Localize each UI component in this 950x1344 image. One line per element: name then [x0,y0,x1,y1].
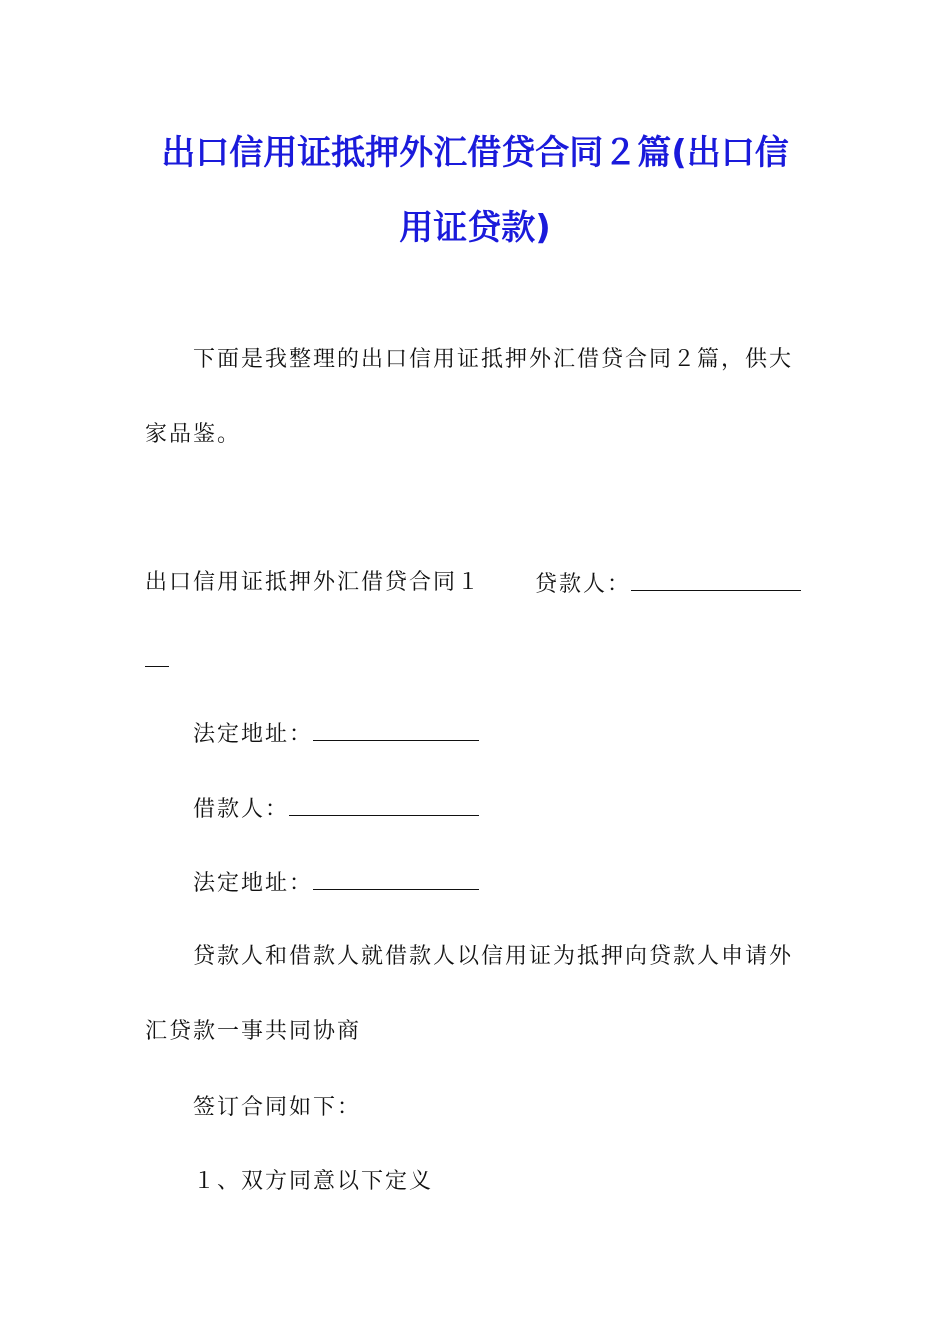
borrower-blank [289,793,479,816]
borrower-field [193,793,479,825]
document-title-line-1: 出口信用证抵押外汇借贷合同２篇(出口信 [161,133,789,173]
lender-label: 贷款人： [535,572,632,597]
borrower-label: 借款人： [193,797,290,822]
lender-blank [631,568,801,591]
address-blank-1 [313,718,479,741]
list-item-1: １、双方同意以下定义 [193,1169,434,1194]
lender-address-field [193,718,479,750]
lender-blank-tail [145,644,169,667]
address-label-1: 法定地址： [193,722,314,747]
address-label-2: 法定地址： [193,871,314,896]
address-blank-2 [313,867,479,890]
lender-field [535,568,801,600]
paragraph-2: 签订合同如下： [193,1095,362,1120]
borrower-address-field [193,867,479,899]
document-title-line-2: 用证贷款) [399,208,551,248]
intro-line-2: 家品鉴。 [145,422,242,447]
intro-line-1: 下面是我整理的出口信用证抵押外汇借贷合同２篇，供大 [193,347,794,372]
lender-blank-continued [145,644,169,676]
paragraph-1-line-2: 汇贷款一事共同协商 [145,1019,362,1044]
paragraph-1-line-1: 贷款人和借款人就借款人以信用证为抵押向贷款人申请外 [193,944,794,969]
contract-heading: 出口信用证抵押外汇借贷合同１ [145,570,482,595]
